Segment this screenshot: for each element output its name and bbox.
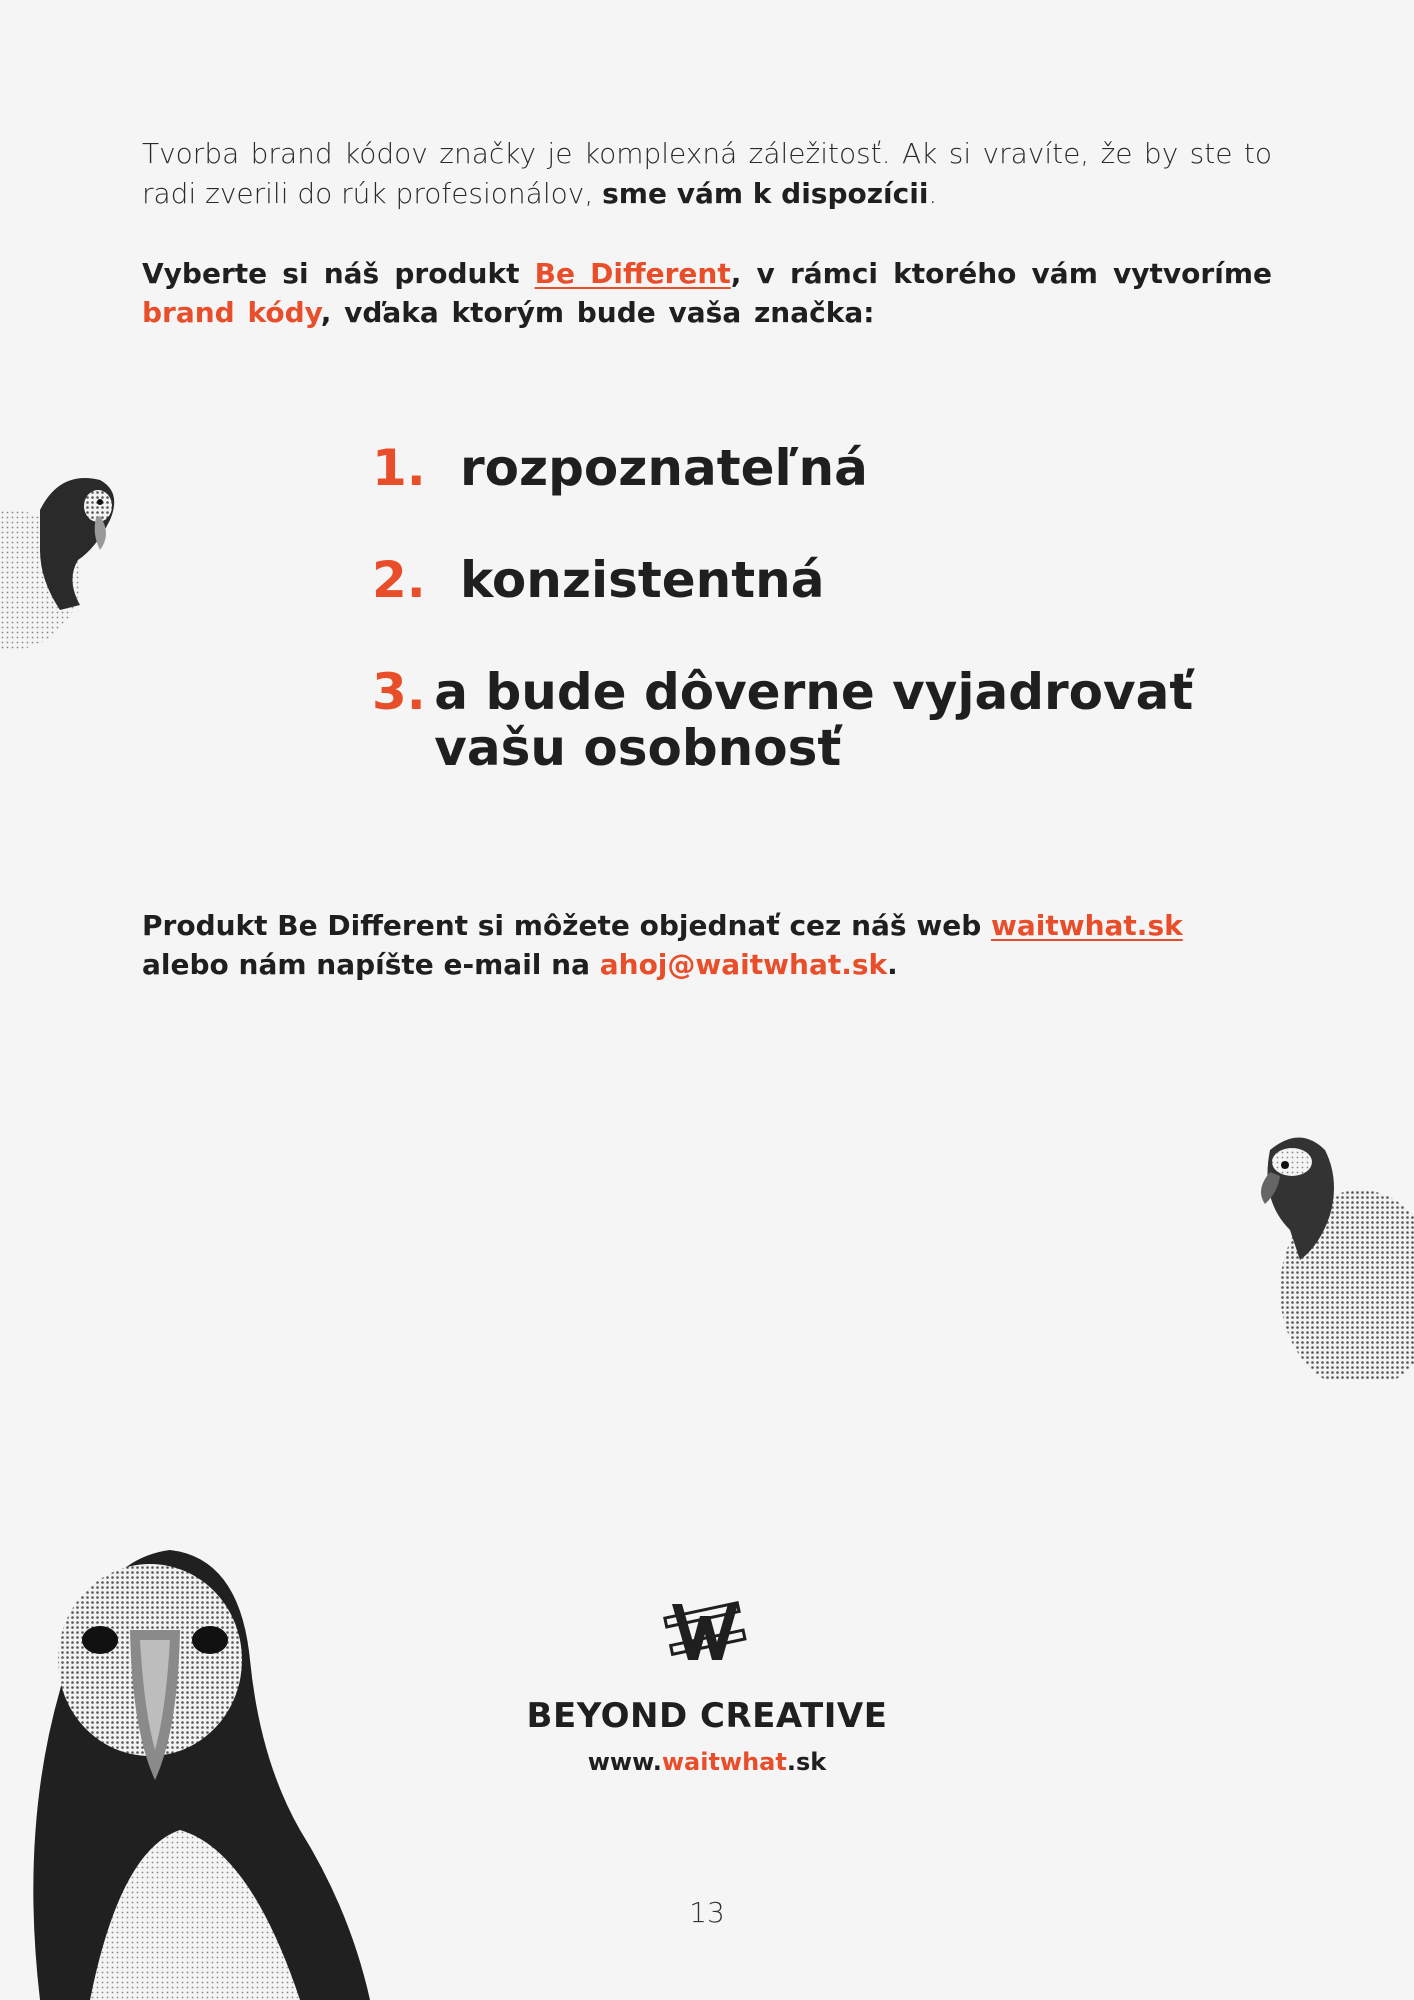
url-accent: waitwhat (661, 1748, 787, 1776)
list-text: rozpoznateľná (460, 439, 868, 497)
puffin-left-image (0, 430, 130, 670)
brand-codes-highlight: brand kódy (142, 296, 321, 329)
web-link[interactable]: waitwhat.sk (990, 909, 1183, 942)
list-item (372, 664, 1272, 776)
puffin-right-image (1230, 1120, 1414, 1380)
lead-text-1: Vyberte si náš produkt (142, 257, 535, 290)
url-suffix: .sk (786, 1748, 827, 1776)
list-item (372, 440, 1272, 496)
list-item (372, 552, 1272, 608)
url-prefix: www. (587, 1748, 662, 1776)
lead-text-2: , v rámci ktorého vám vytvoríme (730, 257, 1272, 290)
intro-text: Tvorba brand kódov značky je komplexná záležitosť. Ak si vravíte, že by ste to radi zverili do rúk profesionálov, (142, 137, 1272, 210)
list-text: konzistentná (460, 551, 825, 609)
intro-paragraph (142, 134, 1272, 214)
waitwhat-logo-icon (662, 1586, 748, 1672)
list-number: 3. (372, 663, 426, 721)
list-number: 2. (372, 551, 426, 609)
page-number: 13 (689, 1896, 725, 1929)
list-number: 1. (372, 439, 426, 497)
lead-text-3: , vďaka ktorým bude vaša značka: (320, 296, 875, 329)
puffin-bottom-left-image (0, 1530, 370, 2000)
intro-bold: sme vám k dispozícii (602, 177, 929, 210)
order-text-2: alebo nám napíšte e-mail na (142, 948, 600, 981)
lead-paragraph (142, 254, 1272, 332)
email-link[interactable]: ahoj@waitwhat.sk (599, 948, 888, 981)
list-text: a bude dôverne vyjadrovať vašu osobnosť (434, 663, 1194, 777)
brand-name: BEYOND CREATIVE (526, 1696, 888, 1736)
order-text-1: Produkt Be Different si môžete objednať cez náš web (142, 909, 991, 942)
intro-end: . (928, 177, 938, 210)
order-end: . (887, 948, 898, 981)
be-different-link[interactable]: Be Different (534, 257, 731, 290)
order-paragraph (142, 906, 1272, 984)
benefits-list (372, 440, 1272, 832)
